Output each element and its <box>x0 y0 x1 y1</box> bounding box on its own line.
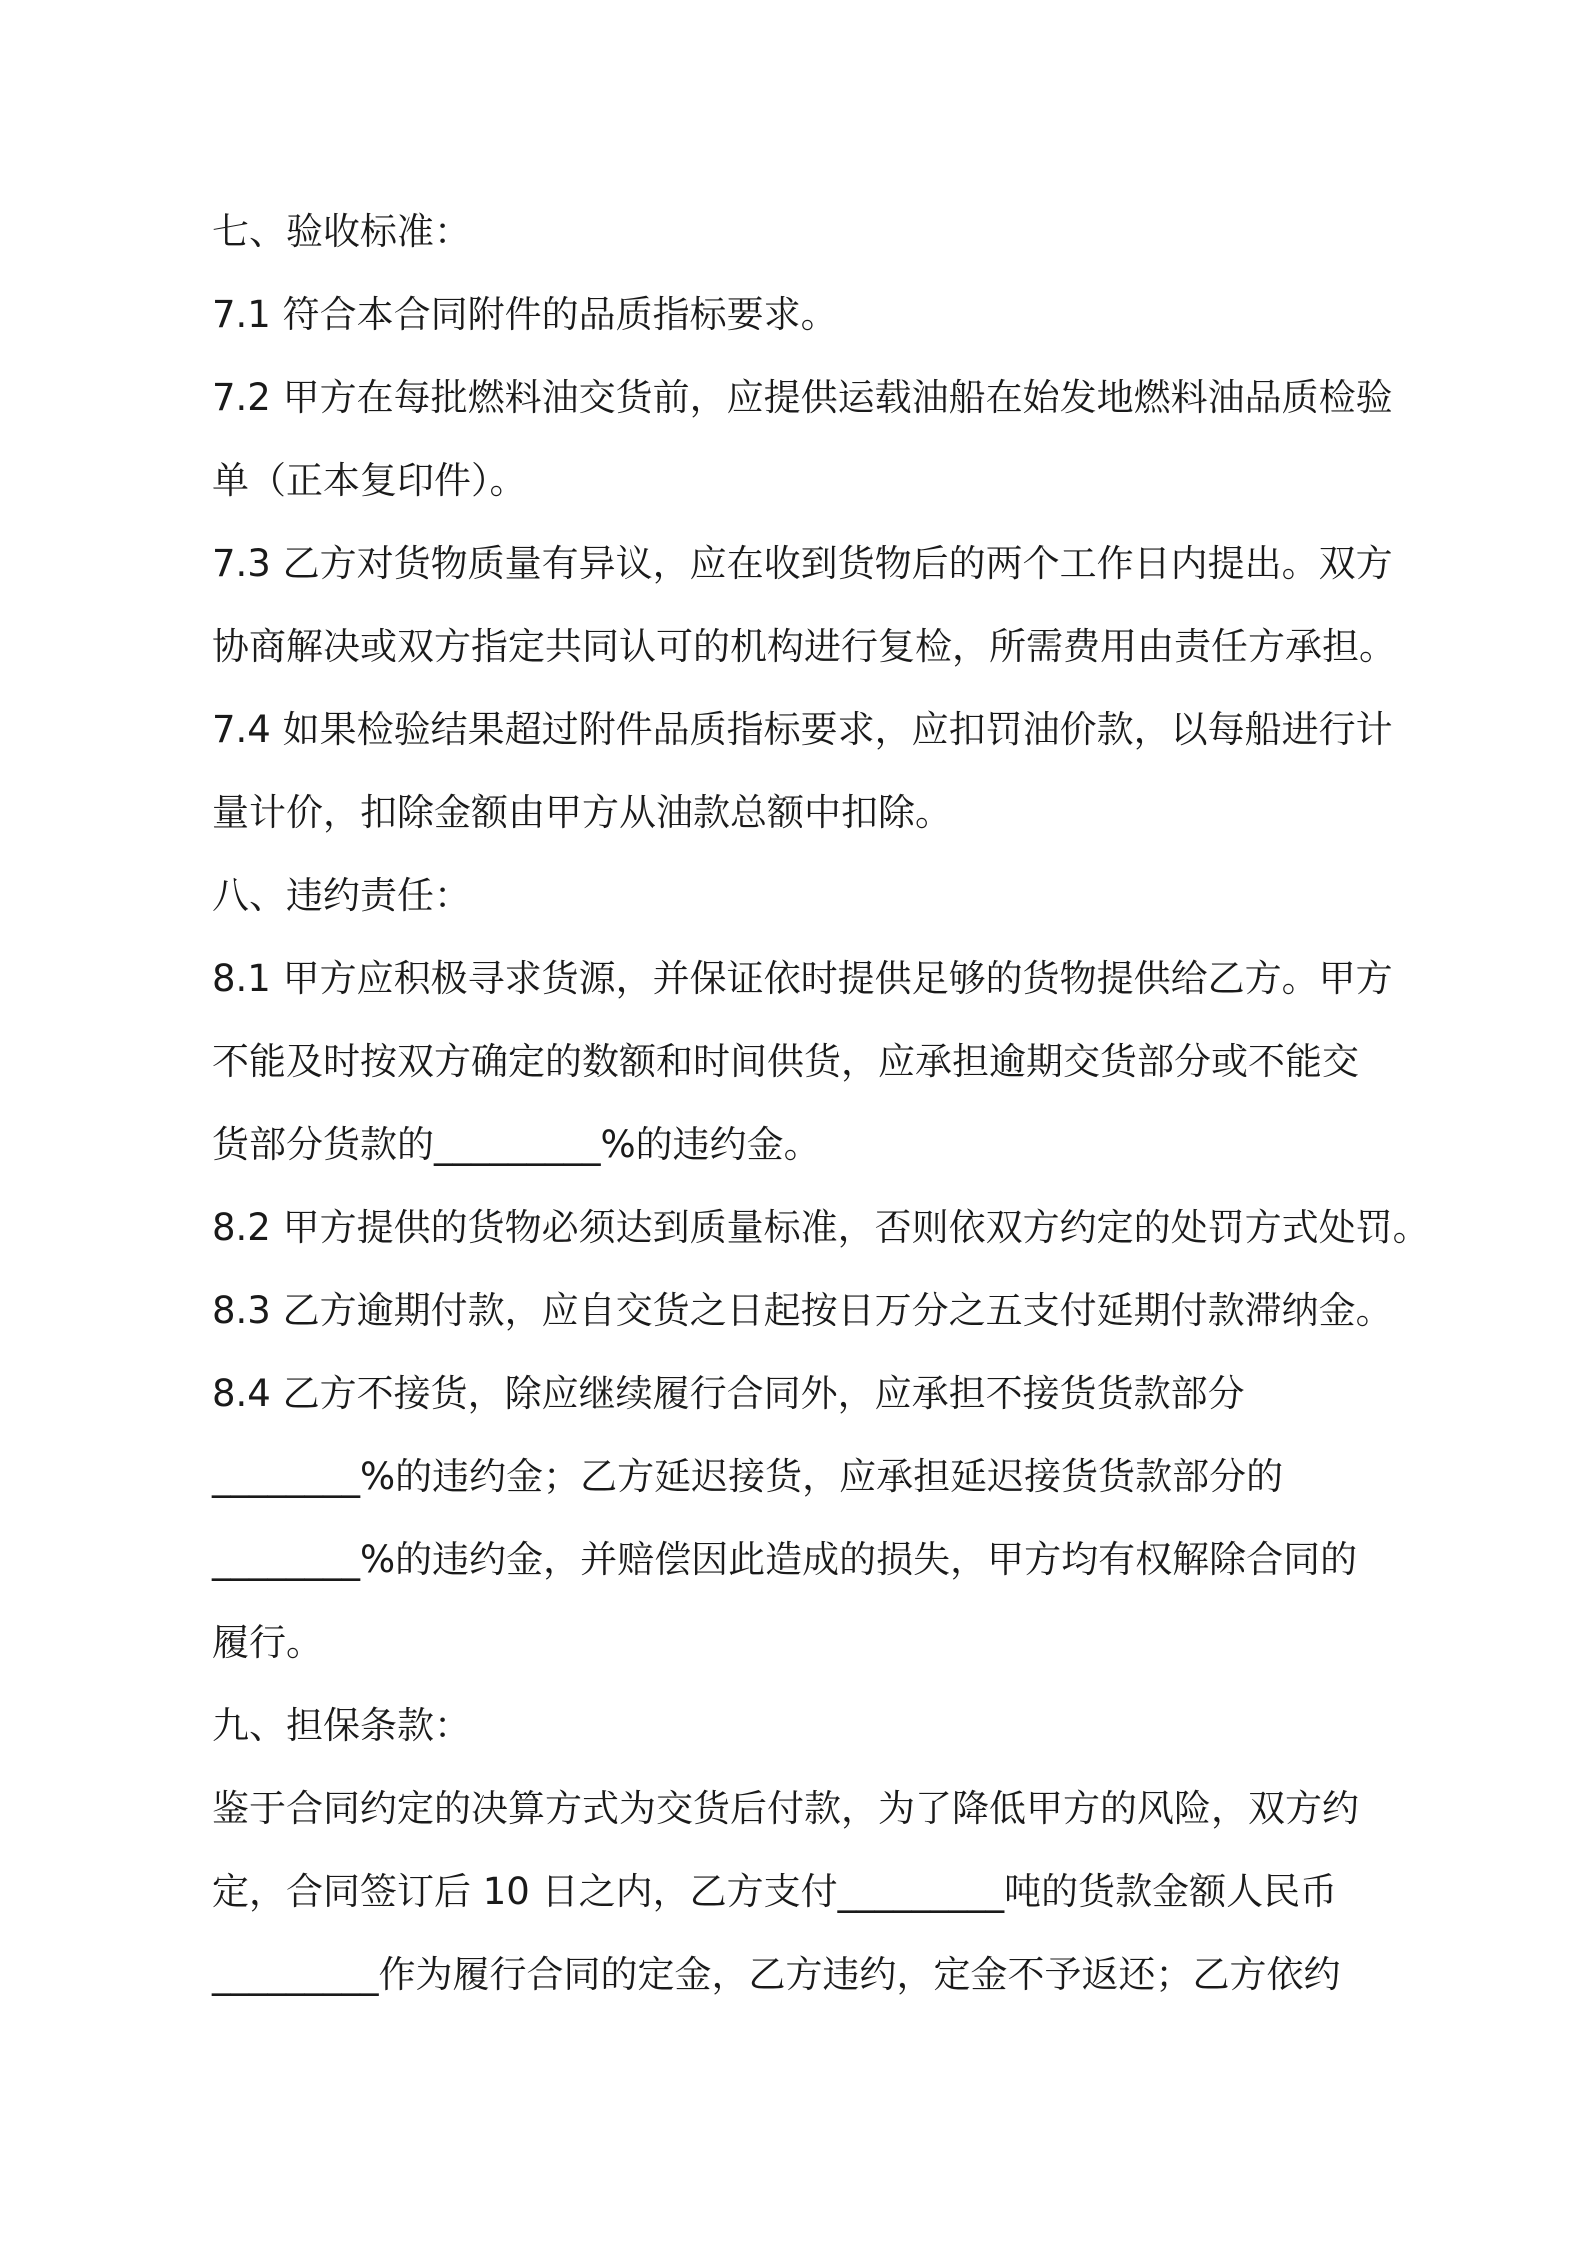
clause-8-4-line-4: 履行。 <box>212 1621 323 1664</box>
clause-7-2-line-1: 7.2 甲方在每批燃料油交货前，应提供运载油船在始发地燃料油品质检验 <box>212 376 1393 419</box>
section-heading-liability: 八、违约责任： <box>212 874 471 917</box>
clause-8-2: 8.2 甲方提供的货物必须达到质量标准，否则依双方约定的处罚方式处罚。 <box>212 1206 1430 1249</box>
clause-7-3-line-2: 协商解决或双方指定共同认可的机构进行复检，所需费用由责任方承担。 <box>212 625 1396 668</box>
clause-7-2-line-2: 单（正本复印件）。 <box>212 459 527 502</box>
clause-7-1: 7.1 符合本合同附件的品质指标要求。 <box>212 293 838 336</box>
clause-8-3: 8.3 乙方逾期付款，应自交货之日起按日万分之五支付延期付款滞纳金。 <box>212 1289 1393 1332</box>
section-heading-acceptance: 七、验收标准： <box>212 210 471 253</box>
section-heading-guarantee: 九、担保条款： <box>212 1704 471 1747</box>
clause-8-1-line-2: 不能及时按双方确定的数额和时间供货，应承担逾期交货部分或不能交 <box>212 1040 1359 1083</box>
clause-8-1-line-3: 货部分货款的_________%的违约金。 <box>212 1123 821 1166</box>
clause-8-4-line-1: 8.4 乙方不接货，除应继续履行合同外，应承担不接货货款部分 <box>212 1372 1245 1415</box>
clause-7-3-line-1: 7.3 乙方对货物质量有异议，应在收到货物后的两个工作日内提出。双方 <box>212 542 1393 585</box>
guarantee-line-1: 鉴于合同约定的决算方式为交货后付款，为了降低甲方的风险，双方约 <box>212 1787 1359 1830</box>
clause-8-4-line-3: ________%的违约金，并赔偿因此造成的损失，甲方均有权解除合同的 <box>212 1538 1358 1581</box>
clause-7-4-line-2: 量计价，扣除金额由甲方从油款总额中扣除。 <box>212 791 952 834</box>
document-body <box>212 190 1430 2016</box>
clause-8-4-line-2: ________%的违约金；乙方延迟接货，应承担延迟接货货款部分的 <box>212 1455 1284 1498</box>
guarantee-line-3: _________作为履行合同的定金，乙方违约，定金不予返还；乙方依约 <box>212 1953 1341 1996</box>
clause-8-1-line-1: 8.1 甲方应积极寻求货源，并保证依时提供足够的货物提供给乙方。甲方 <box>212 957 1393 1000</box>
clause-7-4-line-1: 7.4 如果检验结果超过附件品质指标要求，应扣罚油价款，以每船进行计 <box>212 708 1393 751</box>
guarantee-line-2: 定，合同签订后 10 日之内，乙方支付_________吨的货款金额人民币 <box>212 1870 1338 1913</box>
